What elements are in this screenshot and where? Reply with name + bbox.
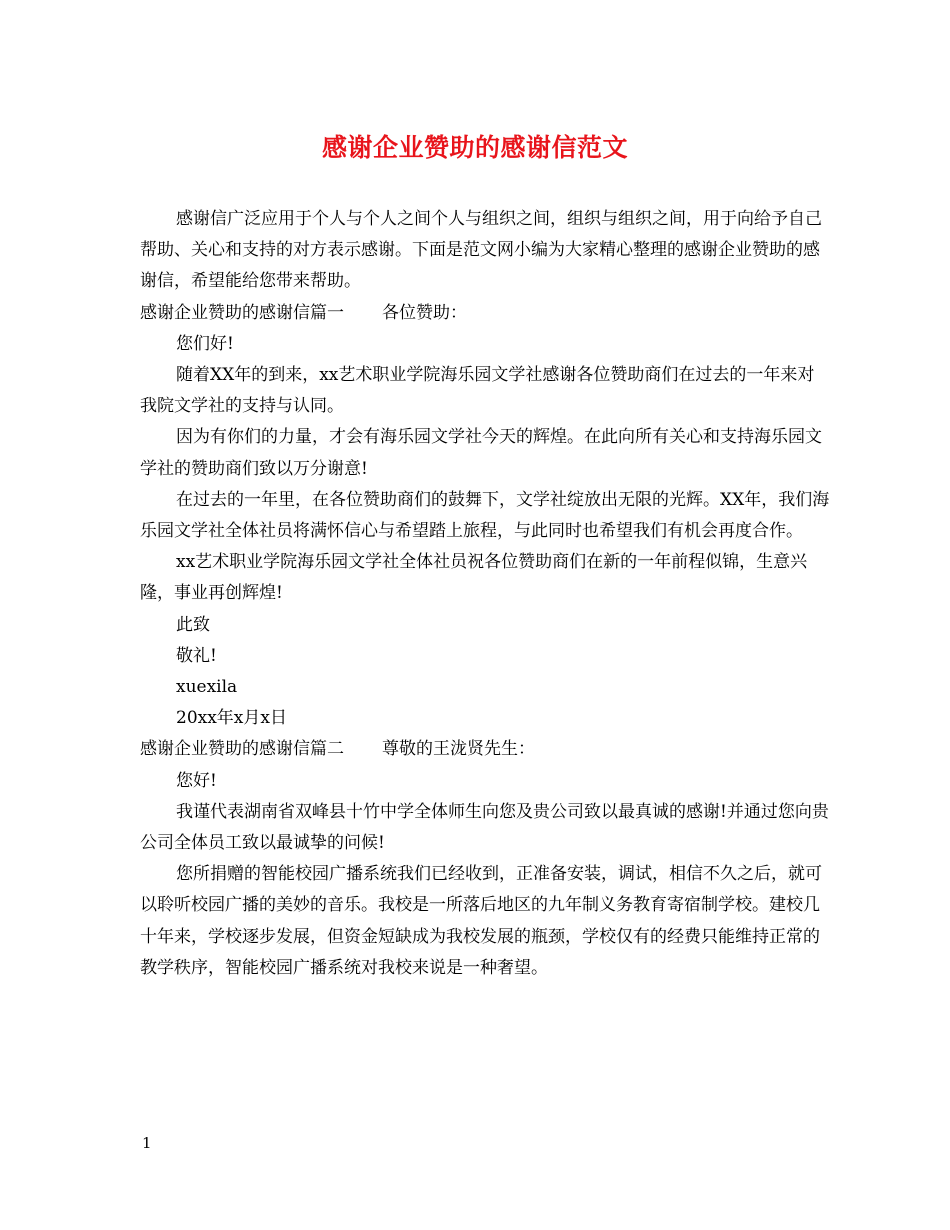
letter1-signature: xuexila — [176, 677, 238, 698]
letter2-paragraph-2: 您所捐赠的智能校园广播系统我们已经收到，正准备安装，调试，相信不久之后，就可以聆听校园广播的美妙的音乐。我校是一所落后地区的九年制义务教育寄宿制学校。建校几十年来，学校逐步发展，但资金短缺成为我校发展的瓶颈，学校仅有的经费只能维持正常的教学秩序，智能校园广播系统对我校来说是一种奢望。 — [140, 864, 822, 978]
intro-paragraph: 感谢信广泛应用于个人与个人之间个人与组织之间，组织与组织之间，用于向给予自己帮助、关心和支持的对方表示感谢。下面是范文网小编为大家精心整理的感谢企业赞助的感谢信，希望能给您带来帮助。 — [140, 209, 822, 292]
document-body — [140, 204, 830, 984]
letter1-date: 20xx年x月x日 — [176, 708, 287, 729]
letter2-greeting: 您好! — [176, 770, 217, 791]
letter1-heading-line — [140, 298, 830, 329]
letter1-salutation: 各位赞助： — [382, 302, 467, 323]
letter2-paragraph-1: 我谨代表湖南省双峰县十竹中学全体师生向您及贵公司致以最真诚的感谢!并通过您向贵公司全体员工致以最诚挚的问候! — [140, 801, 829, 854]
document-title: 感谢企业赞助的感谢信范文 — [321, 133, 628, 162]
letter1-paragraph-2: 因为有你们的力量，才会有海乐园文学社今天的辉煌。在此向所有关心和支持海乐园文学社的赞助商们致以万分谢意! — [140, 427, 822, 479]
letter1-closing-1: 此致 — [176, 614, 210, 635]
letter1-paragraph-4: xx艺术职业学院海乐园文学社全体社员祝各位赞助商们在新的一年前程似锦，生意兴隆，事业再创辉煌! — [140, 552, 808, 604]
letter1-closing-2: 敬礼! — [176, 645, 217, 666]
page-number: 1 — [142, 1134, 152, 1152]
letter1-paragraph-1: 随着XX年的到来，xx艺术职业学院海乐园文学社感谢各位赞助商们在过去的一年来对我院文学社的支持与认同。 — [140, 365, 815, 417]
letter1-greeting: 您们好! — [176, 333, 234, 354]
letter2-heading-line — [140, 734, 830, 765]
letter1-heading: 感谢企业赞助的感谢信篇一 — [140, 302, 344, 323]
letter2-salutation: 尊敬的王泷贤先生： — [382, 739, 535, 760]
letter2-heading: 感谢企业赞助的感谢信篇二 — [140, 739, 344, 760]
letter1-paragraph-3: 在过去的一年里，在各位赞助商们的鼓舞下，文学社绽放出无限的光辉。XX年，我们海乐园文学社全体社员将满怀信心与希望踏上旅程，与此同时也希望我们有机会再度合作。 — [140, 489, 830, 542]
